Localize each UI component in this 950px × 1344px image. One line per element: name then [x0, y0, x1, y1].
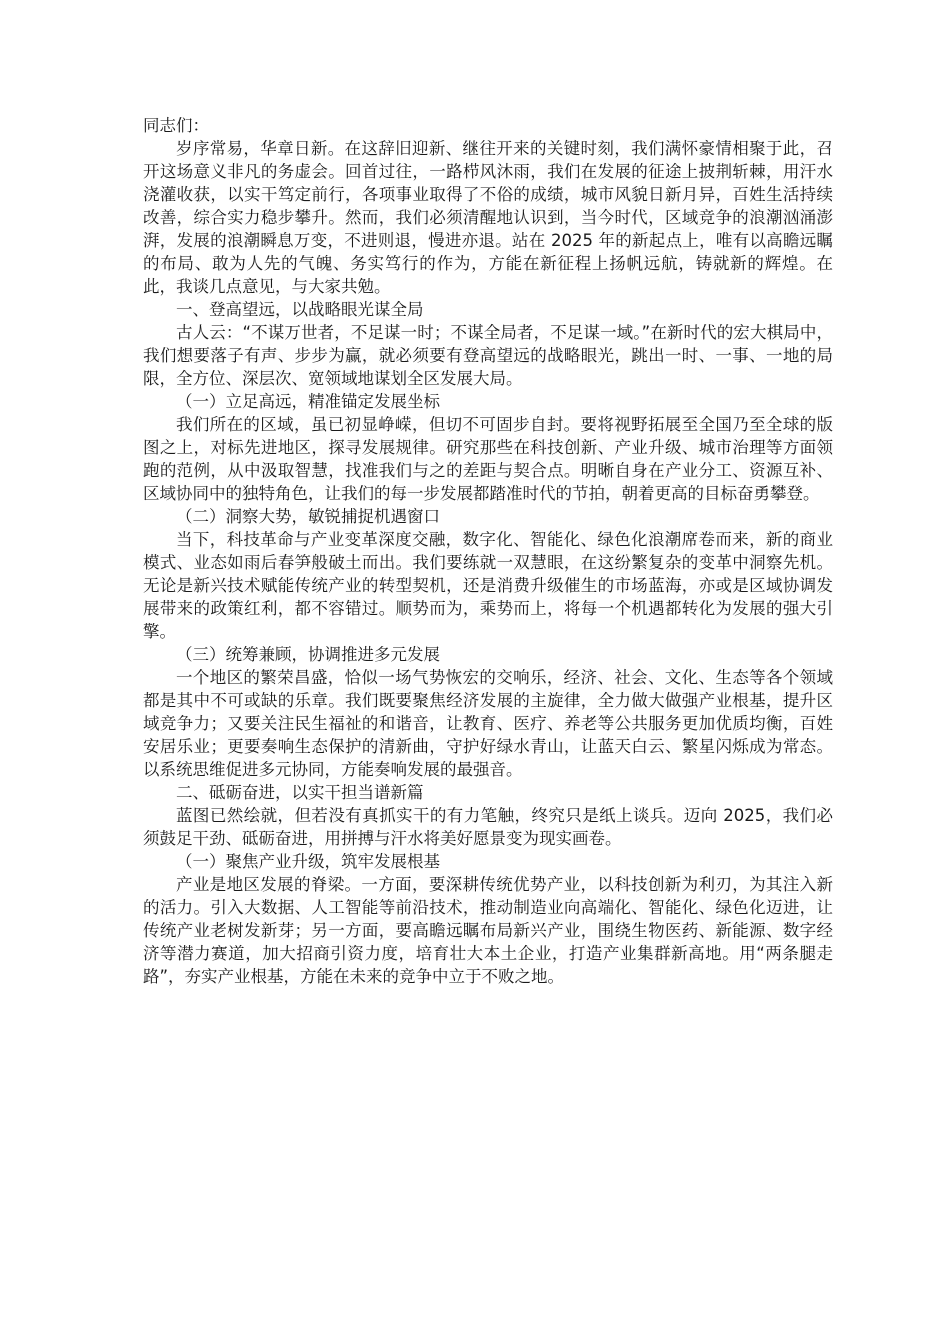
section2-heading: 二、砥砺奋进，以实干担当谱新篇 — [176, 783, 424, 802]
section1-sub3-heading: （三）统筹兼顾，协调推进多元发展 — [176, 645, 440, 664]
section1-sub2-heading: （二）洞察大势，敏锐捕捉机遇窗口 — [176, 507, 440, 526]
intro-paragraph: 岁序常易，华章日新。在这辞旧迎新、继往开来的关键时刻，我们满怀豪情相聚于此，召开这场意义非凡的务虚会。回首过往，一路栉风沐雨，我们在发展的征途上披荆斩棘，用汗水浇灌收获，以实干笃定前行，各项事业取得了不俗的成绩，城市风貌日新月异，百姓生活持续改善，综合实力稳步攀升。然而，我们必须清醒地认识到，当今时代，区域竞争的浪潮汹涌澎湃，发展的浪潮瞬息万变，不进则退，慢进亦退。站在 2025 年的新起点上，唯有以高瞻远瞩的布局、敢为人先的气魄、务实笃行的作为，方能在新征程上扬帆远航，铸就新的辉煌。在此，我谈几点意见，与大家共勉。 — [143, 139, 833, 296]
section1-sub1-heading: （一）立足高远，精准锚定发展坐标 — [176, 392, 440, 411]
section1-paragraph: 古人云：“不谋万世者，不足谋一时；不谋全局者，不足谋一域。”在新时代的宏大棋局中，我们想要落子有声、步步为赢，就必须要有登高望远的战略眼光，跳出一时、一事、一地的局限，全方位、深层次、宽领域地谋划全区发展大局。 — [143, 323, 833, 388]
section1-sub2-paragraph: 当下，科技革命与产业变革深度交融，数字化、智能化、绿色化浪潮席卷而来，新的商业模式、业态如雨后春笋般破土而出。我们要练就一双慧眼，在这纷繁复杂的变革中洞察先机。无论是新兴技术赋能传统产业的转型契机，还是消费升级催生的市场蓝海，亦或是区域协调发展带来的政策红利，都不容错过。顺势而为，乘势而上，将每一个机遇都转化为发展的强大引擎。 — [143, 530, 833, 641]
section2-paragraph: 蓝图已然绘就，但若没有真抓实干的有力笔触，终究只是纸上谈兵。迈向 2025，我们必须鼓足干劲、砥砺奋进，用拼搏与汗水将美好愿景变为现实画卷。 — [143, 806, 833, 848]
section1-heading: 一、登高望远，以战略眼光谋全局 — [176, 300, 424, 319]
section1-sub3-paragraph: 一个地区的繁荣昌盛，恰似一场气势恢宏的交响乐，经济、社会、文化、生态等各个领域都是其中不可或缺的乐章。我们既要聚焦经济发展的主旋律，全力做大做强产业根基，提升区域竞争力；又要关注民生福祉的和谐音，让教育、医疗、养老等公共服务更加优质均衡，百姓安居乐业；更要奏响生态保护的清新曲，守护好绿水青山，让蓝天白云、繁星闪烁成为常态。以系统思维促进多元协同，方能奏响发展的最强音。 — [143, 668, 833, 779]
section1-sub1-paragraph: 我们所在的区域，虽已初显峥嵘，但切不可固步自封。要将视野拓展至全国乃至全球的版图之上，对标先进地区，探寻发展规律。研究那些在科技创新、产业升级、城市治理等方面领跑的范例，从中汲取智慧，找准我们与之的差距与契合点。明晰自身在产业分工、资源互补、区域协同中的独特角色，让我们的每一步发展都踏准时代的节拍，朝着更高的目标奋勇攀登。 — [143, 415, 833, 503]
document-page — [143, 114, 833, 988]
section2-sub1-heading: （一）聚焦产业升级，筑牢发展根基 — [176, 852, 440, 871]
salutation: 同志们： — [143, 116, 209, 135]
section2-sub1-paragraph: 产业是地区发展的脊梁。一方面，要深耕传统优势产业，以科技创新为利刃，为其注入新的活力。引入大数据、人工智能等前沿技术，推动制造业向高端化、智能化、绿色化迈进，让传统产业老树发新芽；另一方面，要高瞻远瞩布局新兴产业，围绕生物医药、新能源、数字经济等潜力赛道，加大招商引资力度，培育壮大本土企业，打造产业集群新高地。用“两条腿走路”，夯实产业根基，方能在未来的竞争中立于不败之地。 — [143, 875, 833, 986]
